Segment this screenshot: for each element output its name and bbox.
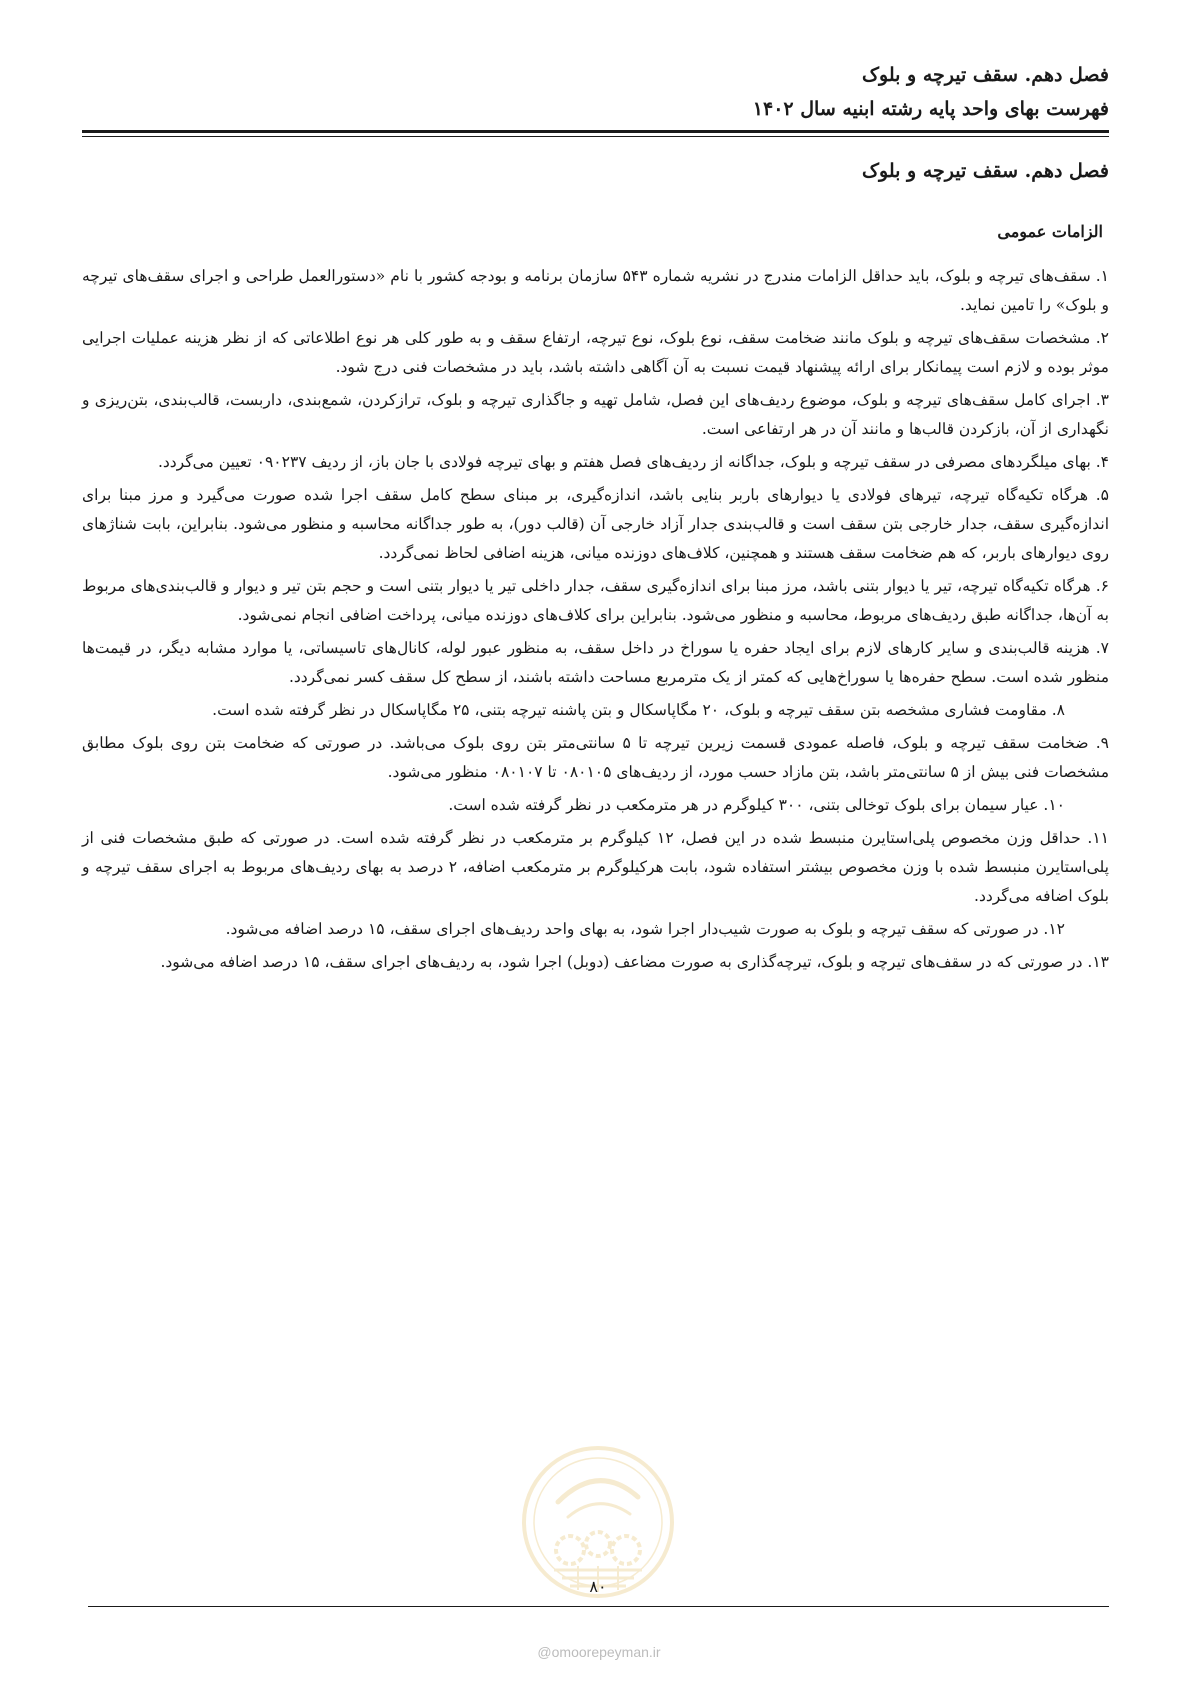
watermark-site-text: @omoorepeyman.ir xyxy=(537,1644,661,1660)
requirement-item-11: ۱۱. حداقل وزن مخصوص پلی‌استایرن منبسط شده در این فصل، ۱۲ کیلوگرم بر مترمکعب در نظر گرفته شده است. در صورتی که طبق مشخصات فنی از پلی‌استایرن منبسط شده با وزن مخصوص بیشتر استفاده شود، بابت هرکیلوگرم بر مترمکعب اضافه، ۲ درصد به بهای ردیف‌های مربوط به اجرای سقف تیرچه و بلوک اضافه می‌گردد. xyxy=(82,829,1109,905)
requirement-item-3: ۳. اجرای کامل سقف‌های تیرچه و بلوک، موضوع ردیف‌های این فصل، شامل تهیه و جاگذاری تیرچه و بلوک، ترازکردن، شمع‌بندی، داربست، قالب‌بندی، بتن‌ریزی و نگهداری از آن، بازکردن قالب‌ها و مانند آن در هر ارتفاعی است. xyxy=(82,391,1109,438)
requirement-item-1: ۱. سقف‌های تیرچه و بلوک، باید حداقل الزامات مندرج در نشریه شماره ۵۴۳ سازمان برنامه و بودجه کشور با نام «دستورالعمل طراحی و اجرای سقف‌های تیرچه و بلوک» را تامین نماید. xyxy=(82,267,1109,314)
page-number: ۸۰ xyxy=(589,1577,607,1596)
header-divider-thick xyxy=(82,130,1109,133)
header-divider-thin xyxy=(82,136,1109,137)
requirement-item-6: ۶. هرگاه تکیه‌گاه تیرچه، تیر یا دیوار بتنی باشد، مرز مبنا برای اندازه‌گیری سقف، جدار داخلی تیر یا دیوار بتنی است و حجم بتن تیر و دیوار و قالب‌بندی‌های مربوط به آن‌ها، جداگانه طبق ردیف‌های مربوط، محاسبه و منظور می‌شود. بنابراین برای کلاف‌های دوزنده میانی، پرداخت اضافی انجام نمی‌شود. xyxy=(82,577,1109,624)
requirement-item-9: ۹. ضخامت سقف تیرچه و بلوک، فاصله عمودی قسمت زیرین تیرچه تا ۵ سانتی‌متر بتن روی بلوک می‌باشد. در صورتی که ضخامت بتن روی بلوک مطابق مشخصات فنی بیش از ۵ سانتی‌متر باشد، بتن مازاد حسب مورد، از ردیف‌های ۰۸۰۱۰۵ تا ۰۸۰۱۰۷ منظور می‌شود. xyxy=(82,734,1109,781)
requirement-item-10: ۱۰. عیار سیمان برای بلوک توخالی بتنی، ۳۰۰ کیلوگرم در هر مترمکعب در نظر گرفته شده است. xyxy=(448,796,1065,814)
requirements-list xyxy=(82,262,1109,977)
running-header xyxy=(79,58,1109,126)
section-heading: الزامات عمومی xyxy=(997,222,1103,241)
requirement-item-13: ۱۳. در صورتی که در سقف‌های تیرچه و بلوک، تیرچه‌گذاری به صورت مضاعف (دوبل) اجرا شود، به ردیف‌های اجرای سقف، ۱۵ درصد اضافه می‌شود. xyxy=(160,953,1109,971)
requirement-item-8: ۸. مقاومت فشاری مشخصه بتن سقف تیرچه و بلوک، ۲۰ مگاپاسکال و بتن پاشنه تیرچه بتنی، ۲۵ مگاپاسکال در نظر گرفته شده است. xyxy=(212,701,1065,719)
requirement-item-7: ۷. هزینه قالب‌بندی و سایر کارهای لازم برای ایجاد حفره یا سوراخ در داخل سقف، به منظور عبور لوله، کانال‌های تاسیساتی، یا موارد مشابه دیگر، در قیمت‌ها منظور شده است. سطح حفره‌ها یا سوراخ‌هایی که کمتر از یک مترمربع مساحت داشته باشند، از سطح کل سقف کسر نمی‌گردد. xyxy=(82,639,1109,686)
chapter-heading: فصل دهم. سقف تیرچه و بلوک xyxy=(862,160,1109,182)
header-catalog-title: فهرست بهای واحد پایه رشته ابنیه سال ۱۴۰۲ xyxy=(752,98,1109,120)
header-chapter-title: فصل دهم. سقف تیرچه و بلوک xyxy=(862,64,1109,86)
requirement-item-5: ۵. هرگاه تکیه‌گاه تیرچه، تیرهای فولادی یا دیوارهای باربر بنایی باشد، اندازه‌گیری، بر مبنای سطح کامل سقف اجرا شده صورت می‌گیرد و مرز مبنا برای اندازه‌گیری سقف، جدار خارجی بتن سقف است و قالب‌بندی جدار آزاد خارجی آن (قالب دور)، به طور جداگانه محاسبه و منظور می‌شود. بنابراین، بابت شناژهای روی دیوارهای باربر، که هم ضخامت سقف هستند و همچنین، کلاف‌های دوزنده میانی، هزینه اضافی لحاظ نمی‌گردد. xyxy=(82,486,1109,562)
requirement-item-2: ۲. مشخصات سقف‌های تیرچه و بلوک مانند ضخامت سقف، نوع بلوک، نوع تیرچه، ارتفاع سقف و به طور کلی هر نوع اطلاعاتی که از نظر هزینه عملیات اجرایی موثر بوده و لازم است پیمانکار برای ارائه پیشنهاد قیمت نسبت به آن آگاهی داشته باشد، باید در مشخصات فنی درج شود. xyxy=(82,329,1109,376)
requirement-item-12: ۱۲. در صورتی که سقف تیرچه و بلوک به صورت شیب‌دار اجرا شود، به بهای واحد ردیف‌های اجرای سقف، ۱۵ درصد اضافه می‌شود. xyxy=(225,920,1065,938)
footer-divider xyxy=(88,1606,1109,1607)
requirement-item-4: ۴. بهای میلگردهای مصرفی در سقف تیرچه و بلوک، جداگانه از ردیف‌های فصل هفتم و بهای تیرچه فولادی با جان باز، از ردیف ۰۹۰۲۳۷ تعیین می‌گردد. xyxy=(157,453,1109,471)
